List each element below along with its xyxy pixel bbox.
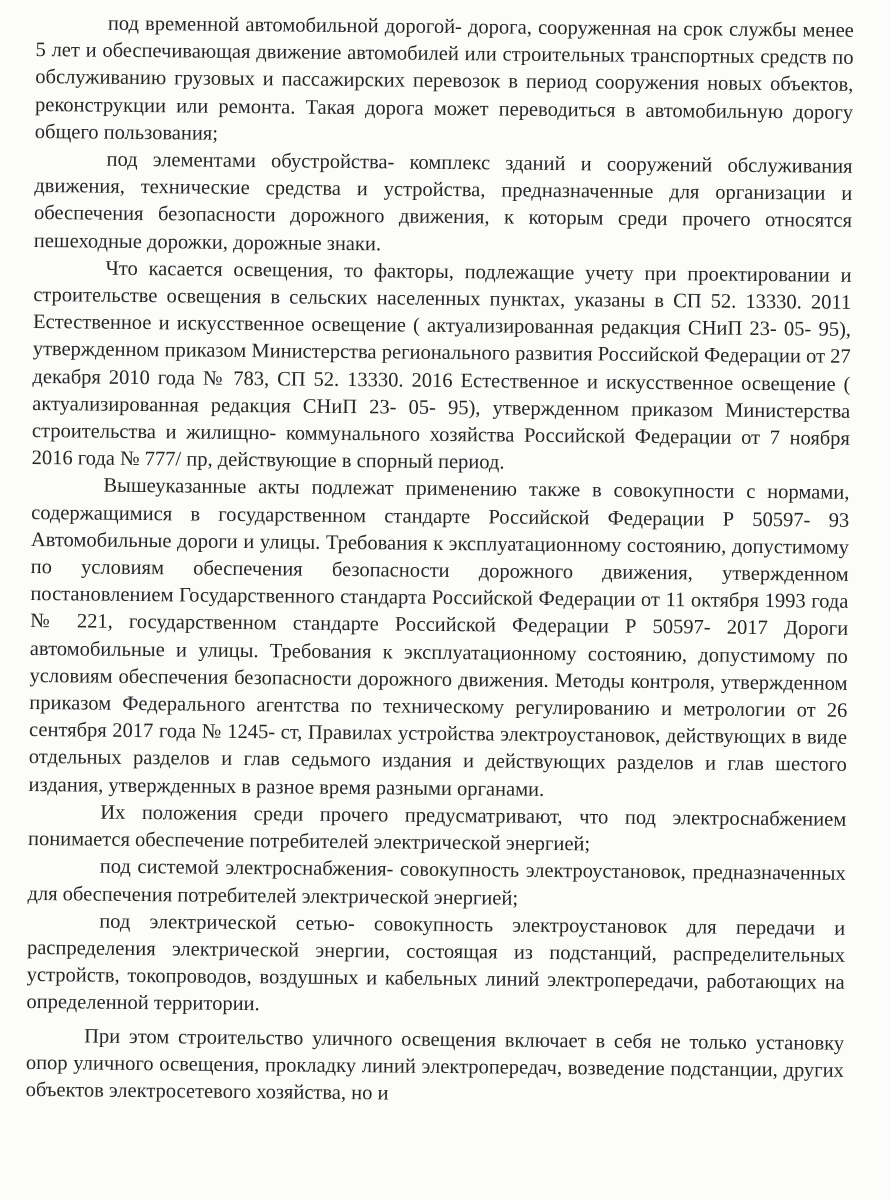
paragraph-power-system: под системой электроснабжения- совокупность электроустановок, предназначенных для обеспечения потребителей электрической энергией;	[27, 855, 846, 910]
paragraph-power-supply: Их положения среди прочего предусматривают, что под электроснабжением понимается обеспечение потребителей электрической энергией;	[27, 801, 847, 856]
document-body	[25, 10, 853, 1112]
paragraph-road-facilities: под элементами обустройства- комплекс зданий и сооружений обслуживания движения, технические средства и устройства, предназначенные для организации и обеспечения безопасности дорожного движения, к которым среди прочего относятся пешеходные дорожки, дорожные знаки.	[33, 148, 853, 255]
paragraph-temporary-road: под временной автомобильной дорогой- дорога, сооруженная на срок службы менее 5 лет и обеспечивающая движение автомобилей или строительных транспортных средств по обслуживанию грузовых и пассажирских перевозок в период сооружения новых объектов, реконструкции или ремонта. Такая дорога может переводиться в автомобильную дорогу общего пользования;	[34, 12, 854, 145]
paragraph-standards: Вышеуказанные акты подлежат применению также в совокупности с нормами, содержащимися в государственном стандарте Российской Федерации Р 50597- 93 Автомобильные дороги и улицы. Требования к эксплуатационному состоянию, допустимому по условиям обеспечения безопасности дорожного движения, утвержденном постановлением Государственного стандарта Российской Федерации от 11 октября 1993 года № 221, государственном стандарте Российской Федерации Р 50597- 2017 Дороги автомобильные и улицы. Требования к эксплуатационному состоянию, допустимому по условиям обеспечения безопасности дорожного движения. Методы контроля, утвержденном приказом Федерального агентства по техническому регулированию и метрологии от 26 сентября 2017 года № 1245- ст, Правилах устройства электроустановок, действующих в виде отдельных разделов и глав седьмого издания и действующих разделов и глав шестого издания, утвержденных в разное время разными органами.	[28, 475, 850, 801]
paragraph-power-network: под электрической сетью- совокупность электроустановок для передачи и распределения электрической энергии, состоящая из подстанций, распределительных устройств, токопроводов, воздушных и кабельных линий электропередачи, работающих на определенной территории.	[26, 910, 846, 1016]
paragraph-lighting-norms: Что касается освещения, то факторы, подлежащие учету при проектировании и строительстве освещения в сельских населенных пунктах, указаны в СП 52. 13330. 2011 Естественное и искусственное освещение ( актуализированная редакция СНиП 23- 05- 95), утвержденном приказом Министерства регионального развития Российской Федерации от 27 декабря 2010 года № 783, СП 52. 13330. 2016 Естественное и искусственное освещение ( актуализированная редакция СНиП 23- 05- 95), утвержденном приказом Министерства строительства и жилищно- коммунального хозяйства Российской Федерации от 7 ноября 2016 года № 777/ пр, действующие в спорный период.	[31, 257, 852, 474]
paragraph-street-lighting: При этом строительство уличного освещения включает в себя не только установку опор уличного освещения, прокладку линий электропередач, возведение подстанции, других объектов электросетевого хозяйства, но и	[25, 1025, 845, 1105]
